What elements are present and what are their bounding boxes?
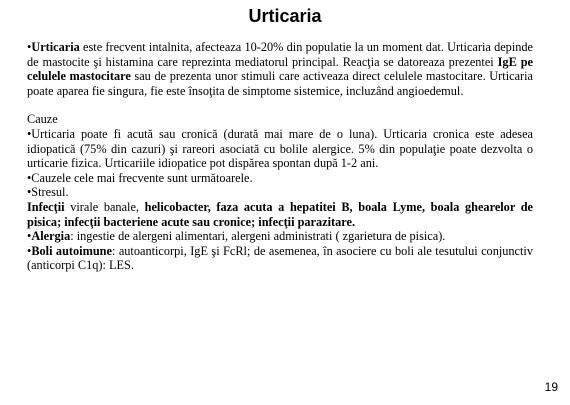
page-number: 19: [544, 380, 558, 394]
causes-item-acute-chronic: •Urticaria poate fi acută sau cronică (durată mai mare de o luna). Urticaria cronica este adesea idiopatică (75% din cazuri) şi rareori asociată cu bolile alergice. 5% din populaţie poate dezvolta o urticarie fizica. Urticariile idiopatice pot dispărea spontan după 1-2 ani.: [27, 126, 533, 171]
causes-item-infections: [27, 200, 533, 229]
infections-bold-text: helicobacter, faza acuta a hepatitei B, boala Lyme, boala ghearelor de pisica; infecţii bacteriene acute sau cronice; infecţii parazitare.: [27, 199, 533, 229]
spacer: [27, 98, 533, 112]
infections-label: Infecţii: [27, 199, 65, 214]
causes-item-stress: •Stresul.: [27, 185, 69, 200]
allergy-label: Alergia: [31, 229, 71, 244]
allergy-text: : ingestie de alergeni alimentari, alergeni administrati ( zgarietura de pisica).: [70, 229, 446, 244]
page-title: Urticaria: [248, 6, 322, 26]
ige-mastocite-text: IgE pe celulele mastocitare: [27, 54, 533, 84]
intro-paragraph: [27, 40, 533, 98]
intro-text-1: este frecvent intalnita, afecteaza 10-20% din populatie la un moment dat. Urticaria depinde de mastocite şi histamina care reprezinta mediatorul principal. Reacţia se datoreaza prezentei: [27, 40, 533, 69]
bullet: •: [27, 40, 32, 54]
causes-item-frequent: •Cauzele cele mai frecvente sunt următoarele.: [27, 170, 253, 185]
causes-item-autoimmune: [27, 244, 533, 273]
slide-body: [27, 40, 533, 273]
intro-text-2: sau de prezenta unor stimuli care activeaza direct celulele mastocitare. Urticaria poate aparea fie singura, fie este însoţita de simptome sistemice, incluzând angioedemul.: [27, 69, 533, 98]
bullet: •: [27, 243, 32, 258]
autoimmune-label: Boli autoimune: [31, 243, 112, 258]
causes-item-allergy: [27, 229, 533, 244]
bullet: •: [27, 229, 32, 244]
autoimmune-text: : autoanticorpi, IgE şi FcRl; de asemenea, în asociere cu boli ale tesutului conjunctiv (anticorpi C1q): LES.: [27, 243, 533, 273]
causes-heading: Cauze: [27, 112, 58, 127]
infections-text: virale banale,: [64, 199, 145, 214]
urticaria-term: Urticaria: [31, 40, 80, 54]
